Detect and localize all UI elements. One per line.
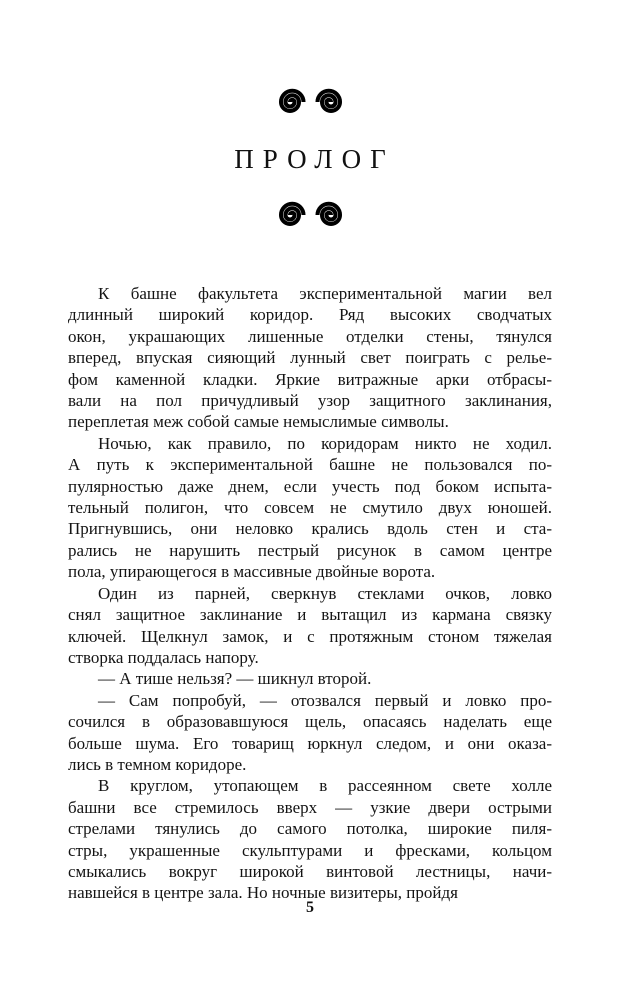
page-number: 5 [306,899,314,916]
text-line: ключей. Щелкнул замок, и с протяжным стоном тяжелая [68,626,552,646]
text-line: стрелами тянулись до самого потолка, широкие пиля- [68,819,552,839]
spiral-icon [272,197,308,233]
text-line: окон, украшающих лишенные отделки стены, тянулся [68,326,552,346]
text-line: — А тише нельзя? — шикнул второй. [98,669,372,689]
spiral-icon [313,197,349,233]
text-line: длинный широкий коридор. Ряд высоких сводчатых [68,305,552,325]
ornament-top [0,0,620,120]
prologue-heading: ПРОЛОГ [234,144,395,174]
spiral-icon [272,84,308,120]
paragraph [68,583,552,669]
text-line: переплетая меж собой самые немыслимые символы. [68,412,449,432]
text-line: пола, упирающегося в массивные двойные ворота. [68,562,436,582]
text-line: Пригнувшись, они неловко крались вдоль стен и ста- [68,519,552,539]
text-line: створка поддалась напору. [68,647,259,667]
text-line: навшейся в центре зала. Но ночные визитеры, пройдя [68,883,458,903]
text-line: фом каменной кладки. Яркие витражные арки отбрасы- [68,369,552,389]
text-line: Один из парней, сверкнув стеклами очков, ловко [98,583,552,603]
text-line: рались не нарушить пестрый рисунок в самом центре [68,540,552,560]
ornament-bottom [0,175,620,233]
text-line: К башне факультета экспериментальной магии вел [98,284,552,303]
text-line: больше шума. Его товарищ юркнул следом, и они оказа- [68,733,552,753]
text-line: вперед, впуская сияющий лунный свет поиграть с релье- [68,348,552,368]
paragraph [68,433,552,583]
text-line: стры, украшенные скульптурами и фресками, кольцом [68,840,552,860]
text-line: сочился в образовавшуюся щель, опасаясь наделать еще [68,712,552,732]
text-line: — Сам попробуй, — отозвался первый и ловко про- [98,690,552,710]
text-line: башни все стремилось вверх — узкие двери острыми [68,797,552,817]
text-line: пулярностью даже днем, если учесть под боком испыта- [68,476,552,496]
text-line: вали на пол причудливый узор защитного заклинания, [68,391,552,411]
text-line: Ночью, как правило, по коридорам никто не ходил. [98,433,552,453]
body-text [68,283,552,904]
text-line: снял защитное заклинание и вытащил из кармана связку [68,605,552,625]
text-line: А путь к экспериментальной башне не пользовался по- [68,455,552,475]
text-line: лись в темном коридоре. [68,754,247,774]
text-line: тельный полигон, что совсем не смутило двух юношей. [68,498,552,518]
paragraph [68,775,552,903]
paragraph [68,283,552,433]
spiral-icon [313,84,349,120]
paragraph [68,690,552,776]
text-line: смыкались вокруг широкой винтовой лестницы, начи- [68,861,552,881]
paragraph [68,668,552,689]
text-line: В круглом, утопающем в рассеянном свете холле [98,776,552,796]
